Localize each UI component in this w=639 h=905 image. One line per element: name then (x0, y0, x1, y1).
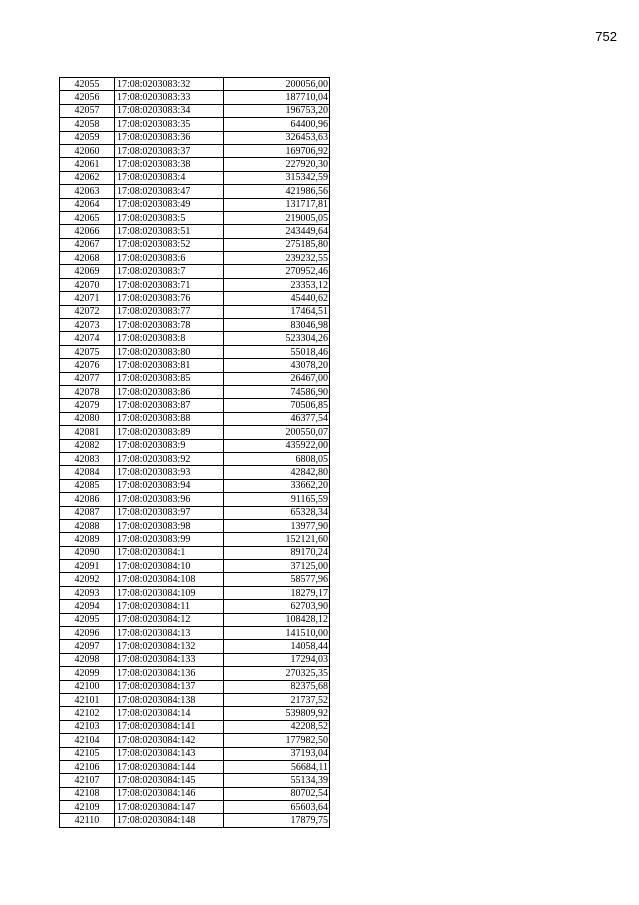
row-number-cell: 42093 (60, 586, 115, 599)
cadastral-number-cell: 17:08:0203083:32 (115, 78, 224, 91)
row-number-cell: 42098 (60, 653, 115, 666)
row-number-cell: 42085 (60, 479, 115, 492)
cadastral-number-cell: 17:08:0203083:80 (115, 345, 224, 358)
table-body (60, 78, 330, 828)
table-row (60, 305, 330, 318)
cadastral-value-cell: 169706,92 (224, 144, 330, 157)
cadastral-number-cell: 17:08:0203084:14 (115, 707, 224, 720)
row-number-cell: 42110 (60, 814, 115, 827)
cadastral-number-cell: 17:08:0203083:97 (115, 506, 224, 519)
cadastral-value-cell: 17464,51 (224, 305, 330, 318)
cadastral-number-cell: 17:08:0203083:85 (115, 372, 224, 385)
table-row (60, 372, 330, 385)
cadastral-number-cell: 17:08:0203083:37 (115, 144, 224, 157)
cadastral-number-cell: 17:08:0203083:7 (115, 265, 224, 278)
cadastral-number-cell: 17:08:0203083:34 (115, 104, 224, 117)
cadastral-value-cell: 196753,20 (224, 104, 330, 117)
cadastral-number-cell: 17:08:0203084:146 (115, 787, 224, 800)
cadastral-number-cell: 17:08:0203084:143 (115, 747, 224, 760)
cadastral-number-cell: 17:08:0203083:76 (115, 292, 224, 305)
row-number-cell: 42083 (60, 452, 115, 465)
table-row (60, 198, 330, 211)
cadastral-value-cell: 275185,80 (224, 238, 330, 251)
cadastral-value-cell: 6808,05 (224, 452, 330, 465)
row-number-cell: 42104 (60, 734, 115, 747)
cadastral-value-cell: 13977,90 (224, 519, 330, 532)
cadastral-value-cell: 56684,11 (224, 760, 330, 773)
table-row (60, 734, 330, 747)
table-row (60, 506, 330, 519)
table-row (60, 707, 330, 720)
cadastral-value-cell: 62703,90 (224, 600, 330, 613)
row-number-cell: 42070 (60, 278, 115, 291)
cadastral-value-cell: 21737,52 (224, 693, 330, 706)
row-number-cell: 42108 (60, 787, 115, 800)
table-row (60, 693, 330, 706)
cadastral-value-cell: 108428,12 (224, 613, 330, 626)
table-row (60, 252, 330, 265)
table-row (60, 466, 330, 479)
row-number-cell: 42088 (60, 519, 115, 532)
cadastral-value-cell: 43078,20 (224, 359, 330, 372)
table-row (60, 667, 330, 680)
cadastral-value-cell: 270952,46 (224, 265, 330, 278)
row-number-cell: 42077 (60, 372, 115, 385)
table-row (60, 439, 330, 452)
cadastral-value-cell: 421986,56 (224, 185, 330, 198)
table-row (60, 225, 330, 238)
cadastral-value-cell: 141510,00 (224, 627, 330, 640)
cadastral-number-cell: 17:08:0203084:1 (115, 546, 224, 559)
table-row (60, 640, 330, 653)
cadastral-value-cell: 152121,60 (224, 533, 330, 546)
cadastral-value-cell: 33662,20 (224, 479, 330, 492)
row-number-cell: 42103 (60, 720, 115, 733)
row-number-cell: 42082 (60, 439, 115, 452)
row-number-cell: 42091 (60, 560, 115, 573)
table-row (60, 600, 330, 613)
row-number-cell: 42076 (60, 359, 115, 372)
cadastral-value-table (59, 77, 330, 828)
cadastral-value-cell: 200056,00 (224, 78, 330, 91)
row-number-cell: 42056 (60, 91, 115, 104)
cadastral-number-cell: 17:08:0203084:133 (115, 653, 224, 666)
row-number-cell: 42063 (60, 185, 115, 198)
cadastral-number-cell: 17:08:0203083:47 (115, 185, 224, 198)
row-number-cell: 42084 (60, 466, 115, 479)
cadastral-value-cell: 37125,00 (224, 560, 330, 573)
cadastral-value-cell: 58577,96 (224, 573, 330, 586)
cadastral-value-cell: 200550,07 (224, 426, 330, 439)
cadastral-value-cell: 187710,04 (224, 91, 330, 104)
row-number-cell: 42096 (60, 627, 115, 640)
cadastral-number-cell: 17:08:0203084:136 (115, 667, 224, 680)
cadastral-value-cell: 42208,52 (224, 720, 330, 733)
cadastral-number-cell: 17:08:0203083:98 (115, 519, 224, 532)
table-row (60, 385, 330, 398)
row-number-cell: 42089 (60, 533, 115, 546)
cadastral-number-cell: 17:08:0203083:96 (115, 493, 224, 506)
row-number-cell: 42068 (60, 252, 115, 265)
table-row (60, 586, 330, 599)
row-number-cell: 42105 (60, 747, 115, 760)
cadastral-number-cell: 17:08:0203084:10 (115, 560, 224, 573)
cadastral-value-cell: 64400,96 (224, 118, 330, 131)
cadastral-value-cell: 14058,44 (224, 640, 330, 653)
table-row (60, 452, 330, 465)
table-row (60, 573, 330, 586)
row-number-cell: 42092 (60, 573, 115, 586)
row-number-cell: 42072 (60, 305, 115, 318)
table-row (60, 158, 330, 171)
cadastral-number-cell: 17:08:0203083:77 (115, 305, 224, 318)
row-number-cell: 42100 (60, 680, 115, 693)
cadastral-value-cell: 23353,12 (224, 278, 330, 291)
cadastral-value-cell: 239232,55 (224, 252, 330, 265)
row-number-cell: 42106 (60, 760, 115, 773)
cadastral-number-cell: 17:08:0203083:5 (115, 211, 224, 224)
table-row (60, 399, 330, 412)
cadastral-value-cell: 523304,26 (224, 332, 330, 345)
row-number-cell: 42066 (60, 225, 115, 238)
row-number-cell: 42058 (60, 118, 115, 131)
table-row (60, 412, 330, 425)
row-number-cell: 42074 (60, 332, 115, 345)
cadastral-number-cell: 17:08:0203083:92 (115, 452, 224, 465)
row-number-cell: 42073 (60, 319, 115, 332)
row-number-cell: 42069 (60, 265, 115, 278)
row-number-cell: 42080 (60, 412, 115, 425)
page-number: 752 (595, 29, 617, 44)
table-row (60, 278, 330, 291)
table-row (60, 479, 330, 492)
cadastral-value-cell: 243449,64 (224, 225, 330, 238)
cadastral-number-cell: 17:08:0203083:86 (115, 385, 224, 398)
cadastral-value-cell: 70506,85 (224, 399, 330, 412)
row-number-cell: 42062 (60, 171, 115, 184)
cadastral-value-cell: 17294,03 (224, 653, 330, 666)
cadastral-number-cell: 17:08:0203083:52 (115, 238, 224, 251)
cadastral-number-cell: 17:08:0203084:132 (115, 640, 224, 653)
row-number-cell: 42079 (60, 399, 115, 412)
cadastral-number-cell: 17:08:0203084:12 (115, 613, 224, 626)
row-number-cell: 42060 (60, 144, 115, 157)
cadastral-number-cell: 17:08:0203084:108 (115, 573, 224, 586)
row-number-cell: 42094 (60, 600, 115, 613)
table-row (60, 680, 330, 693)
cadastral-number-cell: 17:08:0203084:144 (115, 760, 224, 773)
row-number-cell: 42109 (60, 801, 115, 814)
table-row (60, 91, 330, 104)
cadastral-value-cell: 89170,24 (224, 546, 330, 559)
cadastral-value-cell: 74586,90 (224, 385, 330, 398)
cadastral-number-cell: 17:08:0203083:89 (115, 426, 224, 439)
row-number-cell: 42064 (60, 198, 115, 211)
cadastral-number-cell: 17:08:0203083:6 (115, 252, 224, 265)
cadastral-number-cell: 17:08:0203083:8 (115, 332, 224, 345)
cadastral-value-cell: 65328,34 (224, 506, 330, 519)
row-number-cell: 42065 (60, 211, 115, 224)
cadastral-number-cell: 17:08:0203083:9 (115, 439, 224, 452)
table-row (60, 332, 330, 345)
table-row (60, 359, 330, 372)
table-row (60, 774, 330, 787)
cadastral-value-cell: 55134,39 (224, 774, 330, 787)
cadastral-number-cell: 17:08:0203084:145 (115, 774, 224, 787)
cadastral-number-cell: 17:08:0203083:71 (115, 278, 224, 291)
cadastral-number-cell: 17:08:0203083:49 (115, 198, 224, 211)
table-row (60, 493, 330, 506)
cadastral-value-cell: 80702,54 (224, 787, 330, 800)
cadastral-value-cell: 270325,35 (224, 667, 330, 680)
row-number-cell: 42107 (60, 774, 115, 787)
row-number-cell: 42059 (60, 131, 115, 144)
cadastral-value-cell: 26467,00 (224, 372, 330, 385)
cadastral-number-cell: 17:08:0203083:78 (115, 319, 224, 332)
cadastral-number-cell: 17:08:0203084:109 (115, 586, 224, 599)
cadastral-value-cell: 219005,05 (224, 211, 330, 224)
cadastral-value-cell: 326453,63 (224, 131, 330, 144)
table-row (60, 171, 330, 184)
cadastral-number-cell: 17:08:0203084:148 (115, 814, 224, 827)
cadastral-value-cell: 82375,68 (224, 680, 330, 693)
table-row (60, 720, 330, 733)
table-row (60, 78, 330, 91)
cadastral-number-cell: 17:08:0203083:94 (115, 479, 224, 492)
row-number-cell: 42071 (60, 292, 115, 305)
cadastral-number-cell: 17:08:0203084:147 (115, 801, 224, 814)
table-row (60, 627, 330, 640)
cadastral-value-cell: 18279,17 (224, 586, 330, 599)
row-number-cell: 42086 (60, 493, 115, 506)
row-number-cell: 42078 (60, 385, 115, 398)
cadastral-number-cell: 17:08:0203084:138 (115, 693, 224, 706)
cadastral-value-cell: 131717,81 (224, 198, 330, 211)
cadastral-number-cell: 17:08:0203084:137 (115, 680, 224, 693)
row-number-cell: 42102 (60, 707, 115, 720)
row-number-cell: 42095 (60, 613, 115, 626)
cadastral-number-cell: 17:08:0203083:81 (115, 359, 224, 372)
table-row (60, 546, 330, 559)
cadastral-number-cell: 17:08:0203084:141 (115, 720, 224, 733)
cadastral-value-cell: 45440,62 (224, 292, 330, 305)
table-row (60, 613, 330, 626)
row-number-cell: 42075 (60, 345, 115, 358)
cadastral-value-cell: 42842,80 (224, 466, 330, 479)
table-row (60, 519, 330, 532)
cadastral-value-cell: 315342,59 (224, 171, 330, 184)
cadastral-value-cell: 37193,04 (224, 747, 330, 760)
table-row (60, 238, 330, 251)
cadastral-value-cell: 83046,98 (224, 319, 330, 332)
row-number-cell: 42099 (60, 667, 115, 680)
cadastral-number-cell: 17:08:0203083:51 (115, 225, 224, 238)
cadastral-value-cell: 55018,46 (224, 345, 330, 358)
table-row (60, 426, 330, 439)
table-row (60, 131, 330, 144)
cadastral-number-cell: 17:08:0203083:36 (115, 131, 224, 144)
cadastral-value-cell: 227920,30 (224, 158, 330, 171)
table-row (60, 265, 330, 278)
table-row (60, 211, 330, 224)
row-number-cell: 42087 (60, 506, 115, 519)
row-number-cell: 42055 (60, 78, 115, 91)
cadastral-number-cell: 17:08:0203083:93 (115, 466, 224, 479)
row-number-cell: 42057 (60, 104, 115, 117)
table-row (60, 787, 330, 800)
table-row (60, 653, 330, 666)
cadastral-number-cell: 17:08:0203084:11 (115, 600, 224, 613)
cadastral-number-cell: 17:08:0203083:38 (115, 158, 224, 171)
cadastral-number-cell: 17:08:0203083:87 (115, 399, 224, 412)
table-row (60, 760, 330, 773)
row-number-cell: 42097 (60, 640, 115, 653)
table-row (60, 560, 330, 573)
table-row (60, 533, 330, 546)
table-row (60, 814, 330, 827)
table-row (60, 345, 330, 358)
cadastral-value-cell: 46377,54 (224, 412, 330, 425)
row-number-cell: 42061 (60, 158, 115, 171)
table-row (60, 292, 330, 305)
table-row (60, 319, 330, 332)
cadastral-number-cell: 17:08:0203083:99 (115, 533, 224, 546)
cadastral-number-cell: 17:08:0203083:33 (115, 91, 224, 104)
cadastral-value-cell: 539809,92 (224, 707, 330, 720)
table-row (60, 104, 330, 117)
cadastral-number-cell: 17:08:0203083:4 (115, 171, 224, 184)
cadastral-number-cell: 17:08:0203083:35 (115, 118, 224, 131)
cadastral-value-cell: 65603,64 (224, 801, 330, 814)
cadastral-value-cell: 17879,75 (224, 814, 330, 827)
cadastral-value-cell: 177982,50 (224, 734, 330, 747)
row-number-cell: 42101 (60, 693, 115, 706)
table-row (60, 185, 330, 198)
table-row (60, 801, 330, 814)
cadastral-number-cell: 17:08:0203084:142 (115, 734, 224, 747)
table-row (60, 144, 330, 157)
row-number-cell: 42090 (60, 546, 115, 559)
cadastral-value-cell: 91165,59 (224, 493, 330, 506)
row-number-cell: 42081 (60, 426, 115, 439)
cadastral-value-cell: 435922,00 (224, 439, 330, 452)
table-row (60, 118, 330, 131)
table-row (60, 747, 330, 760)
cadastral-number-cell: 17:08:0203084:13 (115, 627, 224, 640)
row-number-cell: 42067 (60, 238, 115, 251)
cadastral-number-cell: 17:08:0203083:88 (115, 412, 224, 425)
